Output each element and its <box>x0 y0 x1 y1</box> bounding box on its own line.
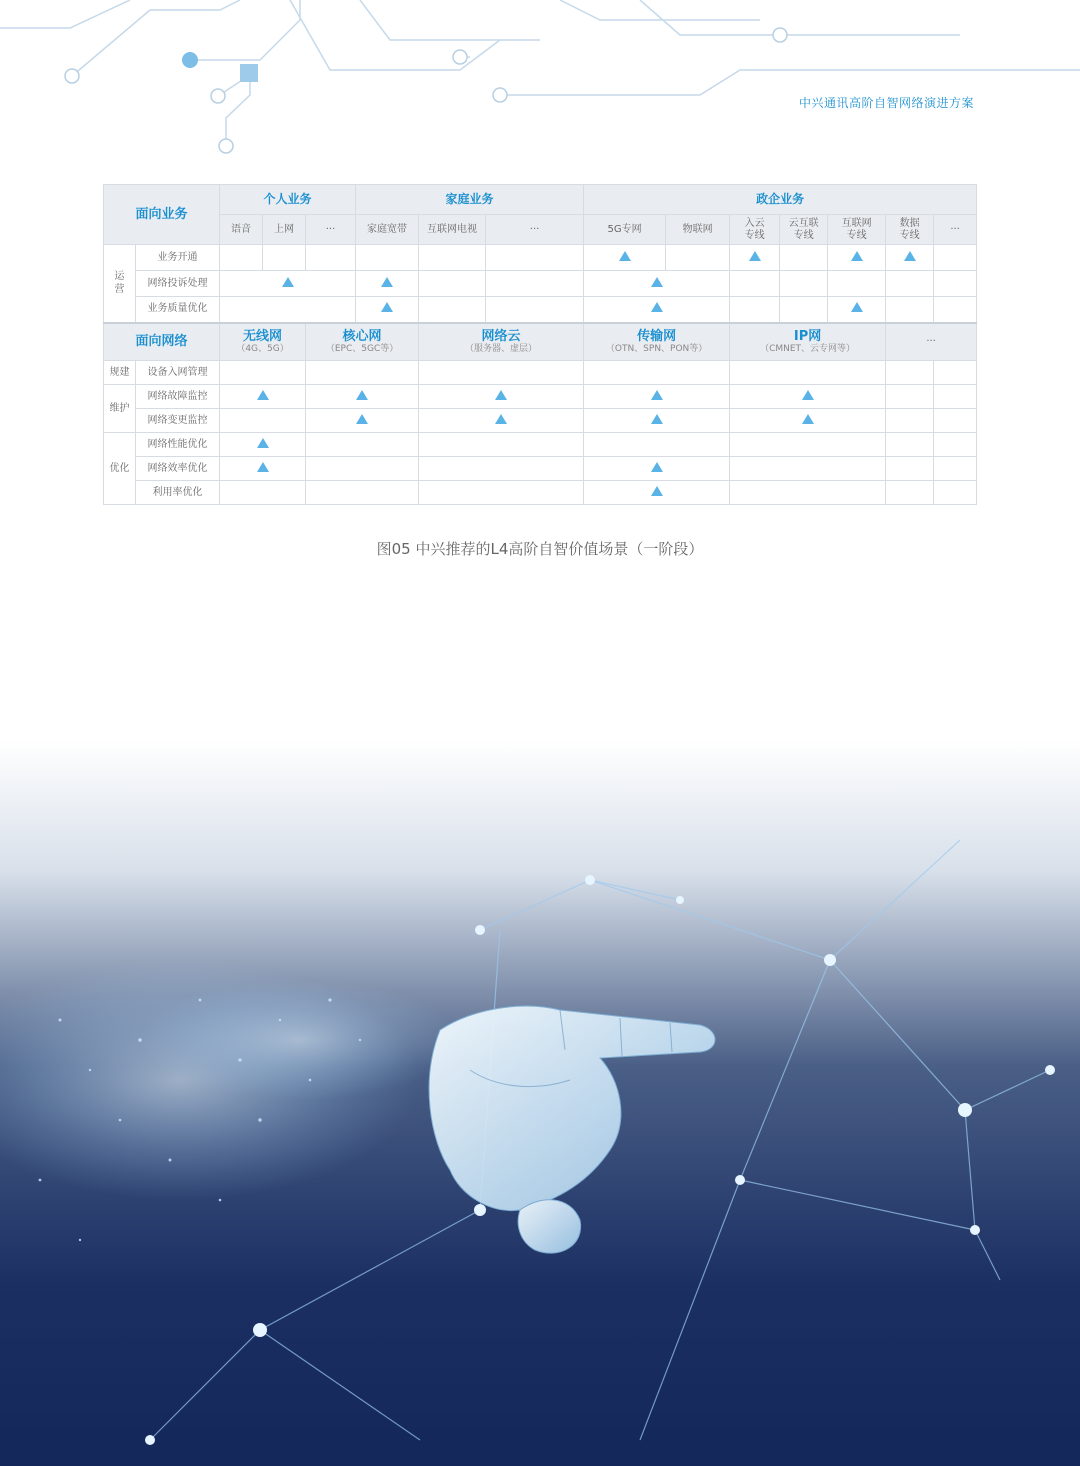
network-name: 核心网 <box>342 328 382 344</box>
triangle-marker-icon <box>851 251 863 261</box>
group-enterprise: 政企业务 <box>584 185 977 215</box>
triangle-marker-icon <box>257 462 269 472</box>
scenario-mark <box>584 385 730 409</box>
row-label: 业务开通 <box>136 245 220 271</box>
scenario-mark <box>419 409 584 433</box>
triangle-marker-icon <box>904 251 916 261</box>
scenario-mark <box>306 385 419 409</box>
scenario-mark <box>584 481 730 505</box>
triangle-marker-icon <box>257 390 269 400</box>
circuit-decoration <box>0 0 1080 160</box>
network-sub: （OTN、SPN、PON等） <box>605 344 708 355</box>
category-optimization: 优化 <box>104 433 136 505</box>
network-name: 传输网 <box>637 328 677 344</box>
row-label: 业务质量优化 <box>136 297 220 323</box>
network-col-more: ··· <box>886 323 977 361</box>
triangle-marker-icon <box>651 302 663 312</box>
scenario-mark <box>730 385 886 409</box>
scenario-mark <box>584 297 730 323</box>
figure-caption: 图05 中兴推荐的L4高阶自智价值场景（一阶段） <box>376 540 704 558</box>
triangle-marker-icon <box>651 390 663 400</box>
subcol-header: 物联网 <box>666 215 730 245</box>
scenario-mark <box>356 271 419 297</box>
scenario-mark <box>220 457 306 481</box>
row-label: 网络效率优化 <box>136 457 220 481</box>
network-col-ip <box>730 323 886 361</box>
triangle-marker-icon <box>356 414 368 424</box>
scenario-mark <box>584 409 730 433</box>
row-label: 网络故障监控 <box>136 385 220 409</box>
network-name: IP网 <box>793 328 822 344</box>
network-row <box>104 481 977 505</box>
scenario-mark <box>584 245 666 271</box>
scenario-mark <box>584 271 730 297</box>
triangle-marker-icon <box>356 390 368 400</box>
subcol-header: 入云 专线 <box>730 215 780 245</box>
triangle-marker-icon <box>257 438 269 448</box>
triangle-marker-icon <box>749 251 761 261</box>
scenario-mark <box>886 245 934 271</box>
scenario-mark <box>730 409 886 433</box>
scenario-mark <box>584 457 730 481</box>
scenario-mark <box>220 433 306 457</box>
subcol-header: ··· <box>486 215 584 245</box>
group-home: 家庭业务 <box>356 185 584 215</box>
triangle-marker-icon <box>619 251 631 261</box>
scenario-mark <box>220 271 356 297</box>
business-row <box>104 271 977 297</box>
subcol-header: 互联网 专线 <box>828 215 886 245</box>
scenario-table <box>103 184 976 505</box>
network-sub: （EPC、5GC等） <box>325 344 399 355</box>
network-col-cloud <box>419 323 584 361</box>
network-row <box>104 433 977 457</box>
scenario-mark <box>828 245 886 271</box>
triangle-marker-icon <box>495 390 507 400</box>
category-planning: 规建 <box>104 361 136 385</box>
network-row <box>104 409 977 433</box>
scenario-mark <box>828 297 886 323</box>
triangle-marker-icon <box>495 414 507 424</box>
category-operation: 运 营 <box>104 245 136 323</box>
business-row <box>104 297 977 323</box>
network-col-transport <box>584 323 730 361</box>
row-label: 网络变更监控 <box>136 409 220 433</box>
network-header-row <box>104 323 977 361</box>
subcol-header: 语音 <box>220 215 263 245</box>
triangle-marker-icon <box>651 462 663 472</box>
triangle-marker-icon <box>651 486 663 496</box>
business-subcol-row <box>104 215 977 245</box>
subcol-header: 互联网电视 <box>419 215 486 245</box>
triangle-marker-icon <box>381 277 393 287</box>
subcol-header: 5G专网 <box>584 215 666 245</box>
triangle-marker-icon <box>802 390 814 400</box>
triangle-marker-icon <box>282 277 294 287</box>
subcol-header: 数据 专线 <box>886 215 934 245</box>
subcol-header: ··· <box>934 215 977 245</box>
network-row <box>104 457 977 481</box>
row-label: 网络投诉处理 <box>136 271 220 297</box>
network-sub: （CMNET、云专网等） <box>760 344 856 355</box>
subcol-header: 云互联 专线 <box>780 215 828 245</box>
triangle-marker-icon <box>651 277 663 287</box>
subcol-header: 家庭宽带 <box>356 215 419 245</box>
network-corner: 面向网络 <box>104 323 220 361</box>
robot-hand-network-illustration <box>0 740 1080 1466</box>
scenario-mark <box>306 409 419 433</box>
document-header-title: 中兴通讯高阶自智网络演进方案 <box>798 96 974 110</box>
network-name: 网络云 <box>481 328 521 344</box>
network-sub: （服务器、虚层） <box>465 344 538 355</box>
group-personal: 个人业务 <box>220 185 356 215</box>
subcol-header: ··· <box>306 215 356 245</box>
row-label: 利用率优化 <box>136 481 220 505</box>
scenario-mark <box>419 385 584 409</box>
network-col-core <box>306 323 419 361</box>
category-maintenance: 维护 <box>104 385 136 433</box>
scenario-mark <box>356 297 419 323</box>
business-corner: 面向业务 <box>104 185 220 245</box>
triangle-marker-icon <box>802 414 814 424</box>
network-col-wireless <box>220 323 306 361</box>
row-label: 设备入网管理 <box>136 361 220 385</box>
scenario-mark <box>220 385 306 409</box>
network-row <box>104 385 977 409</box>
business-group-row <box>104 185 977 215</box>
triangle-marker-icon <box>651 414 663 424</box>
business-row <box>104 245 977 271</box>
triangle-marker-icon <box>381 302 393 312</box>
network-row <box>104 361 977 385</box>
network-name: 无线网 <box>243 328 283 344</box>
network-sub: （4G、5G） <box>236 344 289 355</box>
triangle-marker-icon <box>851 302 863 312</box>
scenario-mark <box>730 245 780 271</box>
subcol-header: 上网 <box>263 215 306 245</box>
row-label: 网络性能优化 <box>136 433 220 457</box>
